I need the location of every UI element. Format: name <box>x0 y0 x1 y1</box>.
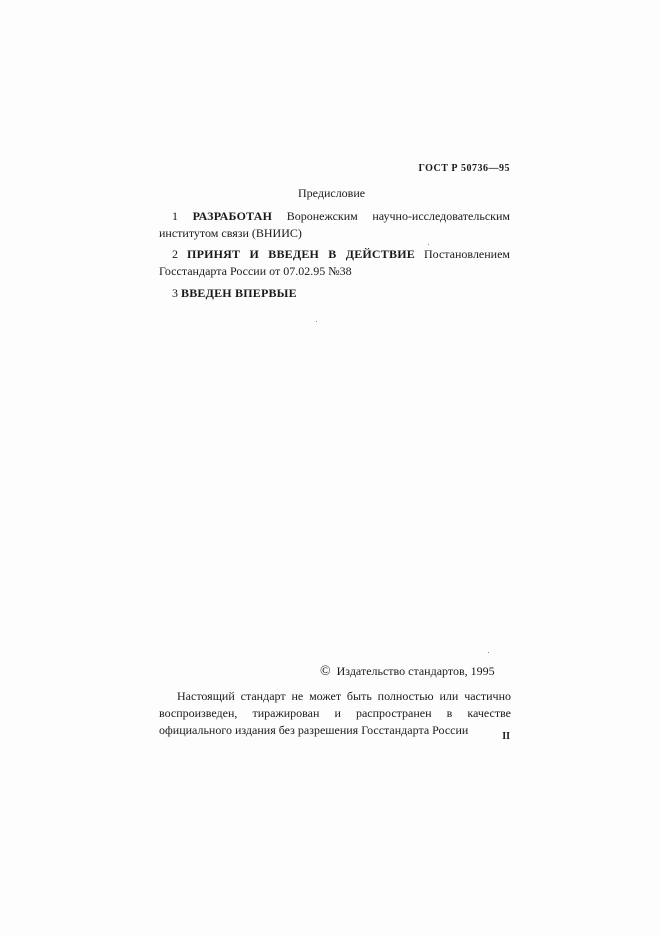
copyright-line <box>320 664 495 680</box>
scan-speck <box>428 244 429 245</box>
standard-code: ГОСТ Р 50736—95 <box>418 163 510 174</box>
item-keyword: ПРИНЯТ И ВВЕДЕН В ДЕЙСТВИЕ <box>187 247 415 261</box>
scan-speck <box>316 321 317 322</box>
item-number: 3 <box>172 286 178 300</box>
preface-item-1 <box>159 208 510 242</box>
item-number: 1 <box>172 209 178 223</box>
copyright-text: Издательство стандартов, 1995 <box>336 664 495 678</box>
item-text: Постановлением Госстандарта России от 07.02.95 №38 <box>159 247 511 278</box>
preface-item-2 <box>159 246 510 280</box>
reproduction-notice <box>159 688 511 739</box>
item-text: Воронежским научно-исследовательским институтом связи (ВНИИС) <box>159 209 510 240</box>
item-keyword: ВВЕДЕН ВПЕРВЫЕ <box>181 286 297 300</box>
scan-speck <box>488 652 489 653</box>
page-number: II <box>502 731 510 742</box>
item-keyword: РАЗРАБОТАН <box>192 209 273 223</box>
preface-item-3 <box>159 285 510 302</box>
notice-text: Настоящий стандарт не может быть полностью или частично воспроизведен, тиражирован и распространен в качестве официального издания без разрешения Госстандарта России <box>159 689 511 737</box>
item-number: 2 <box>172 247 178 261</box>
preface-title: Предисловие <box>298 186 366 200</box>
copyright-icon: © <box>320 664 331 679</box>
